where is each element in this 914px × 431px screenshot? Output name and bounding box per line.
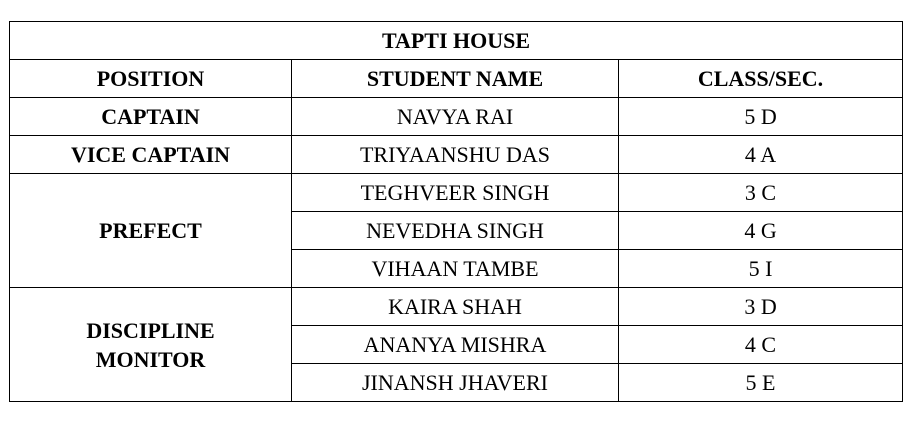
class-section: 3 D: [619, 288, 903, 326]
position-vice-captain: [10, 136, 292, 174]
column-header-class-section: CLASS/SEC.: [619, 60, 903, 98]
student-name: TRIYAANSHU DAS: [292, 136, 619, 174]
position-captain: [10, 98, 292, 136]
position-label-line-2: MONITOR: [95, 346, 206, 372]
class-section: 5 E: [619, 364, 903, 402]
class-section: 4 G: [619, 212, 903, 250]
position-prefect: [10, 174, 292, 288]
position-label-line-1: DISCIPLINE: [86, 317, 215, 343]
column-header-student-name: STUDENT NAME: [292, 60, 619, 98]
table-title: TAPTI HOUSE: [10, 22, 903, 60]
table-row: [10, 174, 903, 212]
position-label: VICE CAPTAIN: [70, 142, 231, 167]
position-discipline-monitor: [10, 288, 292, 402]
table-row: [10, 98, 903, 136]
class-section: 4 C: [619, 326, 903, 364]
student-name: TEGHVEER SINGH: [292, 174, 619, 212]
table-row: [10, 136, 903, 174]
class-section: 5 D: [619, 98, 903, 136]
class-section: 4 A: [619, 136, 903, 174]
student-name: ANANYA MISHRA: [292, 326, 619, 364]
house-roster-table: [9, 21, 903, 402]
title-row: [10, 22, 903, 60]
position-label: PREFECT: [99, 218, 202, 243]
header-row: [10, 60, 903, 98]
class-section: 5 I: [619, 250, 903, 288]
class-section: 3 C: [619, 174, 903, 212]
position-label: CAPTAIN: [101, 104, 200, 129]
student-name: NAVYA RAI: [292, 98, 619, 136]
student-name: VIHAAN TAMBE: [292, 250, 619, 288]
student-name: JINANSH JHAVERI: [292, 364, 619, 402]
table-row: [10, 288, 903, 326]
student-name: NEVEDHA SINGH: [292, 212, 619, 250]
student-name: KAIRA SHAH: [292, 288, 619, 326]
column-header-position: POSITION: [10, 60, 292, 98]
